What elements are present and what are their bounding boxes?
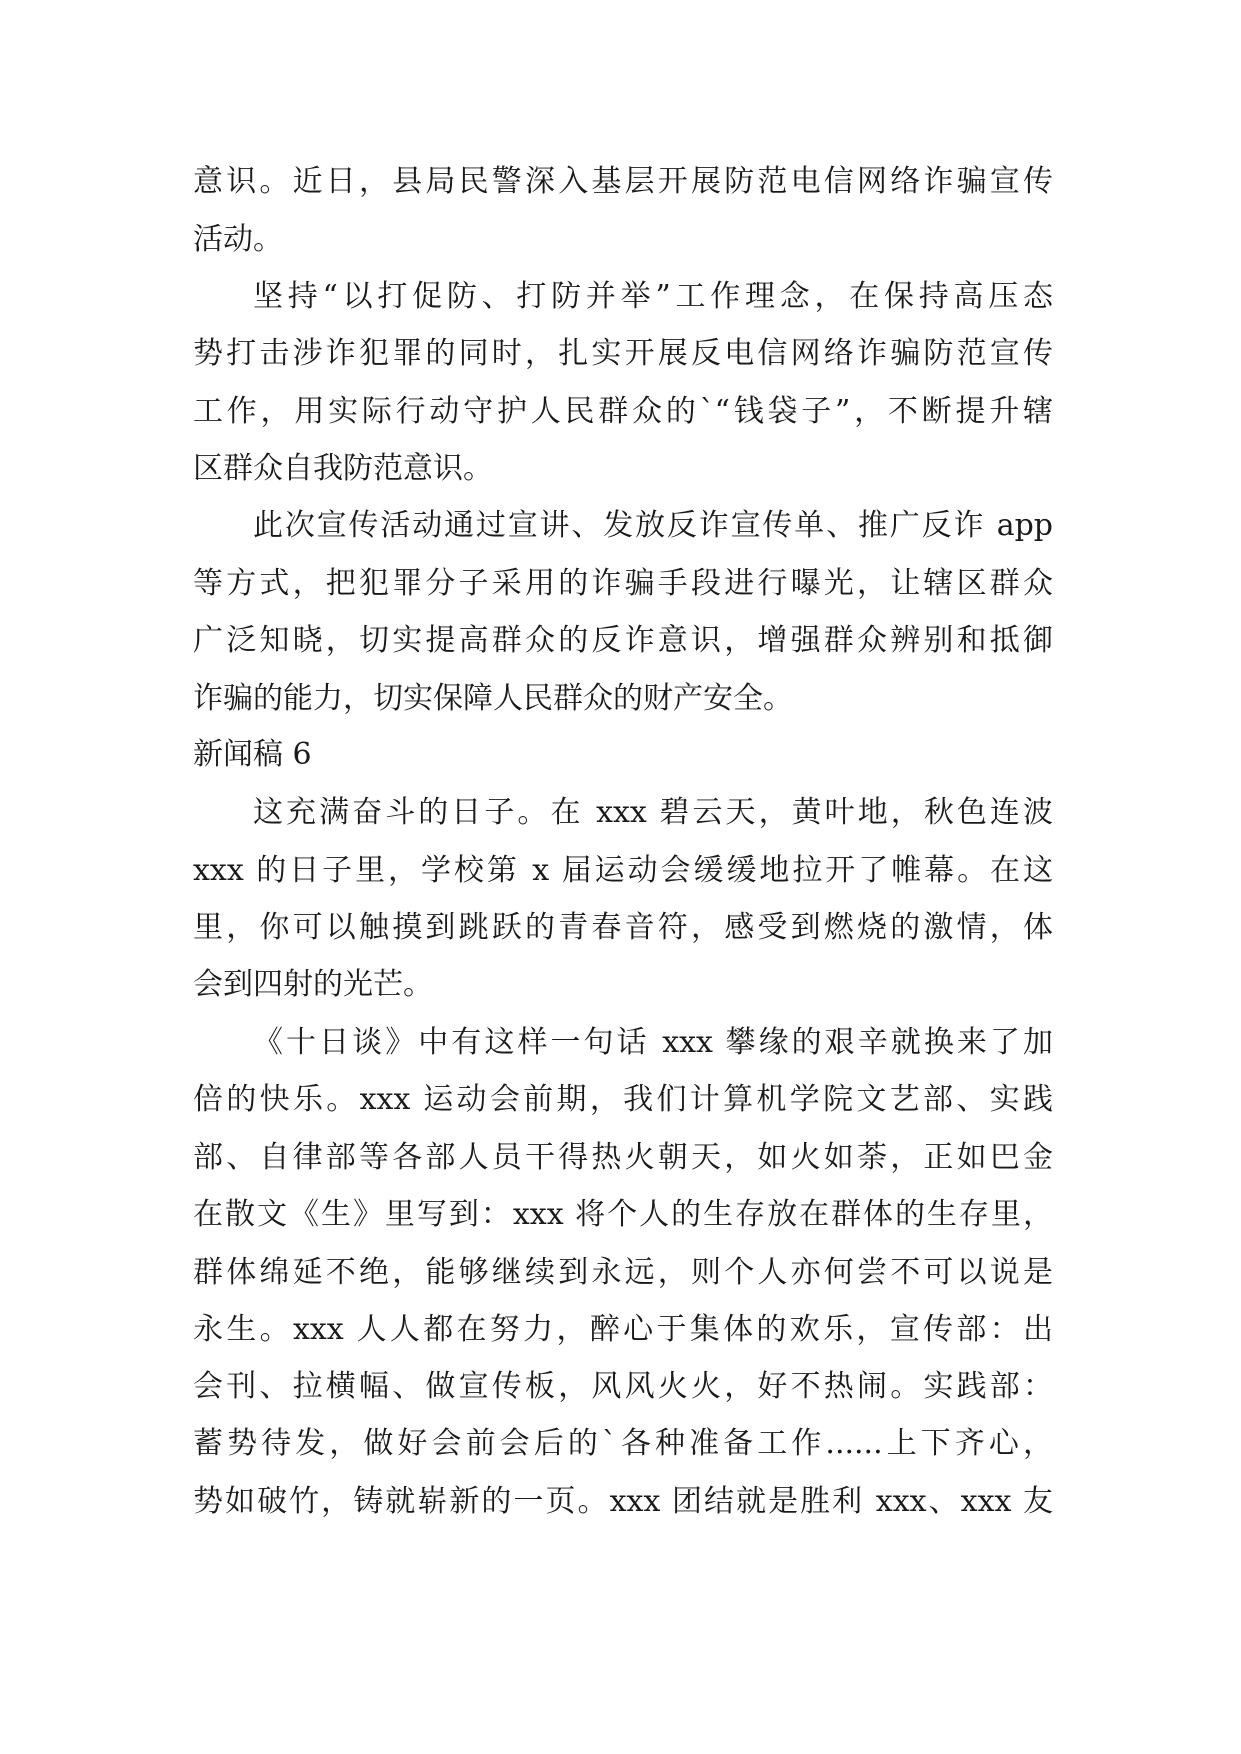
text-line: 会到四射的光芒。 [193, 967, 433, 1002]
text-line: 这充满奋斗的日子。在 xxx 碧云天，黄叶地，秋色连波 [253, 795, 1053, 830]
text-line: 工作，用实际行动守护人民群众的`“钱袋子”，不断提升辖 [193, 394, 1053, 429]
text-line: 永生。xxx 人人都在努力，醉心于集体的欢乐，宣传部：出 [193, 1312, 1053, 1347]
text-line: 广泛知晓，切实提高群众的反诈意识，增强群众辨别和抵御 [193, 623, 1053, 658]
text-line: 倍的快乐。xxx 运动会前期，我们计算机学院文艺部、实践 [193, 1082, 1053, 1117]
text-line: 诈骗的能力，切实保障人民群众的财产安全。 [193, 681, 793, 716]
text-line: 会刊、拉横幅、做宣传板，风风火火，好不热闹。实践部： [193, 1369, 1053, 1404]
text-line: 区群众自我防范意识。 [193, 451, 493, 486]
section-heading: 新闻稿 6 [193, 737, 312, 772]
text-line: 坚持“以打促防、打防并举”工作理念，在保持高压态 [253, 279, 1053, 314]
text-line: 在散文《生》里写到：xxx 将个人的生存放在群体的生存里， [193, 1197, 1053, 1232]
text-line: 活动。 [193, 222, 283, 257]
text-line: 《十日谈》中有这样一句话 xxx 攀缘的艰辛就换来了加 [253, 1025, 1053, 1060]
text-line: 里，你可以触摸到跳跃的青春音符，感受到燃烧的激情，体 [193, 910, 1053, 945]
text-line: 部、自律部等各部人员干得热火朝天，如火如荼，正如巴金 [193, 1140, 1053, 1175]
text-line: 群体绵延不绝，能够继续到永远，则个人亦何尝不可以说是 [193, 1255, 1053, 1290]
text-line: 等方式，把犯罪分子采用的诈骗手段进行曝光，让辖区群众 [193, 566, 1053, 601]
text-line: 意识。近日，县局民警深入基层开展防范电信网络诈骗宣传 [193, 164, 1053, 199]
text-line: 此次宣传活动通过宣讲、发放反诈宣传单、推广反诈 app [253, 508, 1053, 543]
text-line: 势如破竹，铸就崭新的一页。xxx 团结就是胜利 xxx、xxx 友 [193, 1484, 1053, 1519]
text-line: 蓄势待发，做好会前会后的`各种准备工作......上下齐心， [193, 1426, 1053, 1461]
text-line: 势打击涉诈犯罪的同时，扎实开展反电信网络诈骗防范宣传 [193, 336, 1053, 371]
text-line: xxx 的日子里，学校第 x 届运动会缓缓地拉开了帷幕。在这 [193, 853, 1053, 888]
